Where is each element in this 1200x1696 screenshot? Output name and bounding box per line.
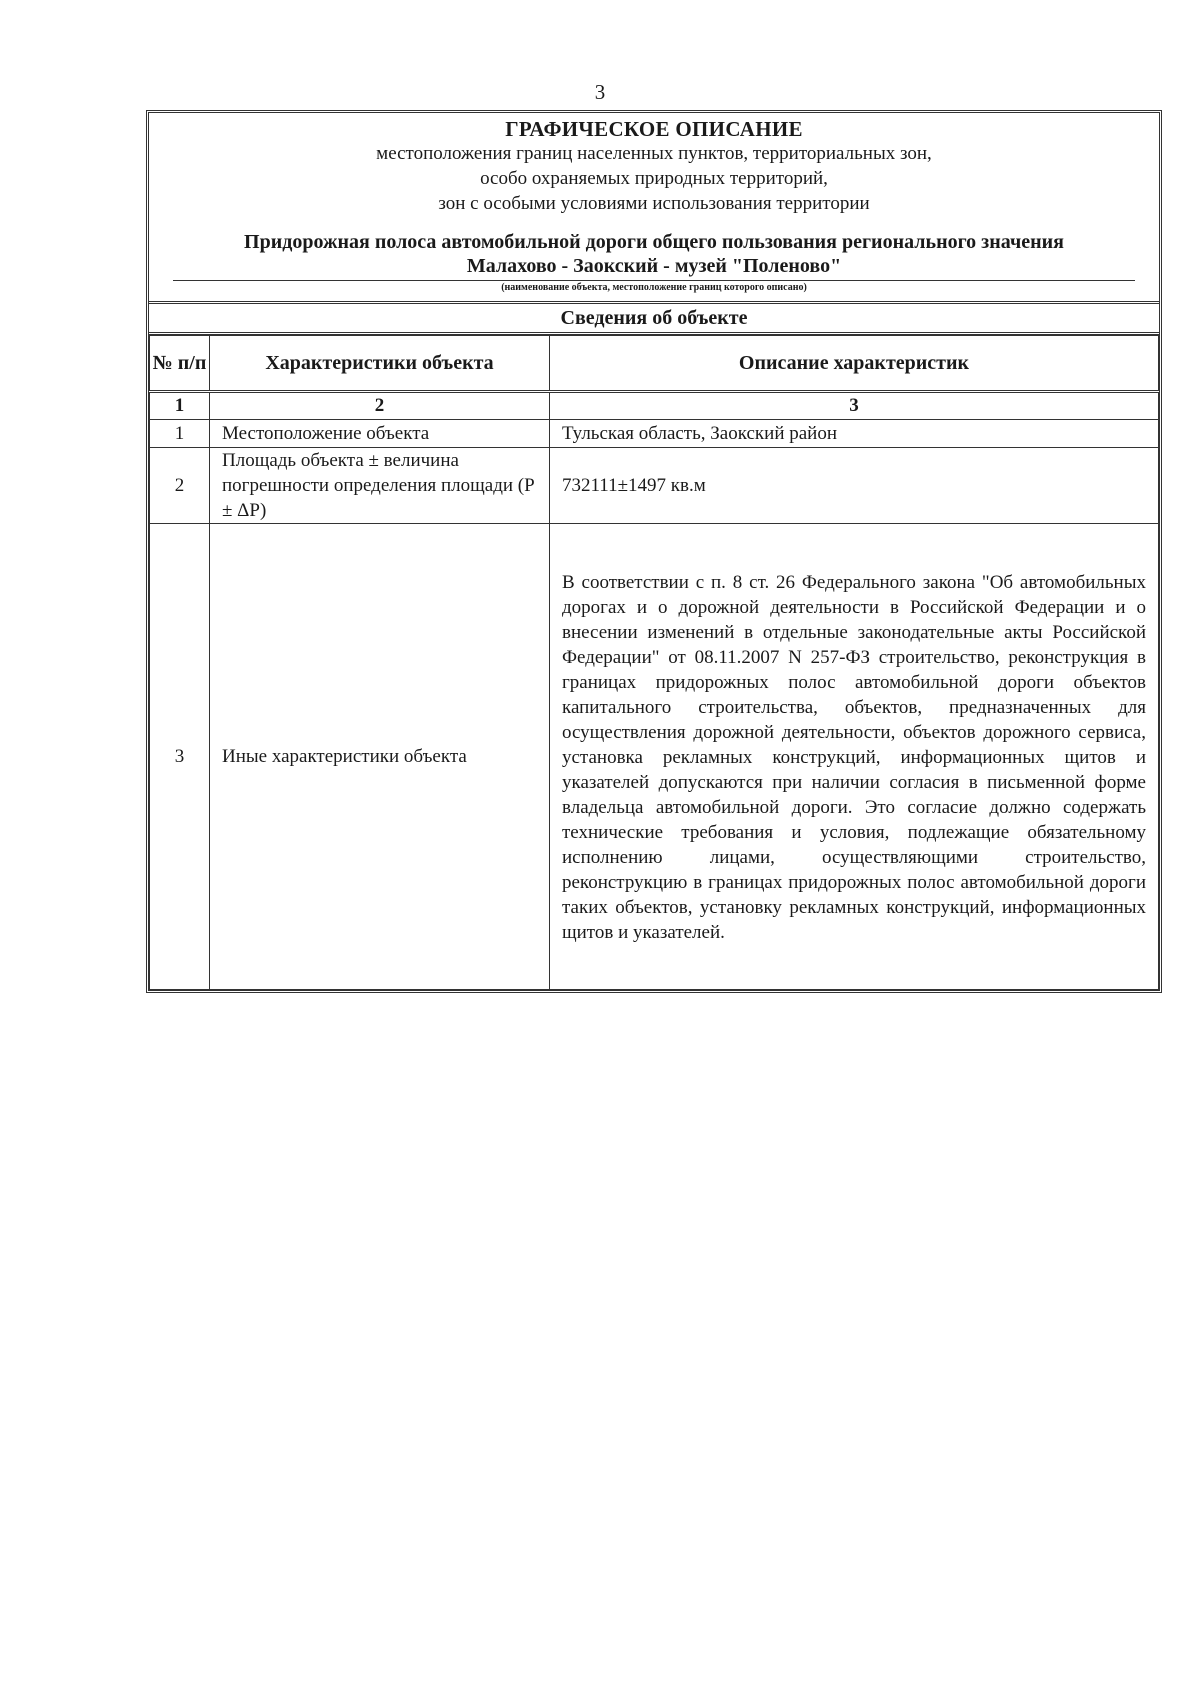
document-header <box>149 113 1159 304</box>
table-header-row <box>150 336 1159 392</box>
document-title: ГРАФИЧЕСКОЕ ОПИСАНИЕ <box>505 117 803 141</box>
row-number: 1 <box>150 420 210 448</box>
row-description: Тульская область, Заокский район <box>550 420 1159 448</box>
row-description: В соответствии с п. 8 ст. 26 Федерального закона "Об автомобильных дорогах и о дорожной деятельности в Российской Федерации и о внесении изменений в отдельные законодательные акты Российской Федерации" от 08.11.2007 N 257-ФЗ строительство, реконструкция в границах придорожных полос автомобильной дороги объектов капитального строительства, объектов, предназначенных для осуществления дорожной деятельности, объектов дорожного сервиса, установка рекламных конструкций, информационных щитов и указателей допускаются при наличии согласия в письменной форме владельца автомобильной дороги. Это согласие должно содержать технические требования и условия, подлежащие обязательному исполнению лицами, осуществляющими строительство, реконструкцию в границах придорожных полос автомобильной дороги таких объектов, установку рекламных конструкций, информационных щитов и указателей. <box>550 524 1159 990</box>
table-row <box>150 524 1159 990</box>
row-characteristic: Местоположение объекта <box>210 420 550 448</box>
object-name-line-2: Малахово - Заокский - музей "Поленово" <box>466 255 842 277</box>
column-index-1: 1 <box>150 392 210 420</box>
row-number: 2 <box>150 448 210 524</box>
subtitle-line-1: местоположения границ населенных пунктов, территориальных зон, <box>376 143 932 164</box>
object-caption: (наименование объекта, местоположение границ которого описано) <box>501 282 807 293</box>
object-info-table <box>149 335 1159 990</box>
document-frame <box>146 110 1162 993</box>
column-index-row <box>150 392 1159 420</box>
row-characteristic: Иные характеристики объекта <box>210 524 550 990</box>
table-row <box>150 420 1159 448</box>
row-characteristic: Площадь объекта ± величина погрешности определения площади (P ± ΔP) <box>210 448 550 524</box>
subtitle-line-2: особо охраняемых природных территорий, <box>480 168 828 189</box>
subtitle-line-3: зон с особыми условиями использования территории <box>438 193 870 214</box>
object-name-line-1: Придорожная полоса автомобильной дороги общего пользования регионального значения <box>244 231 1064 253</box>
column-header-number: № п/п <box>150 336 210 392</box>
page-number: 3 <box>594 80 606 104</box>
section-title: Сведения об объекте <box>149 304 1159 335</box>
table-row <box>150 448 1159 524</box>
column-header-characteristic: Характеристики объекта <box>210 336 550 392</box>
column-header-description: Описание характеристик <box>550 336 1159 392</box>
row-description: 732111±1497 кв.м <box>550 448 1159 524</box>
column-index-3: 3 <box>550 392 1159 420</box>
column-index-2: 2 <box>210 392 550 420</box>
row-number: 3 <box>150 524 210 990</box>
